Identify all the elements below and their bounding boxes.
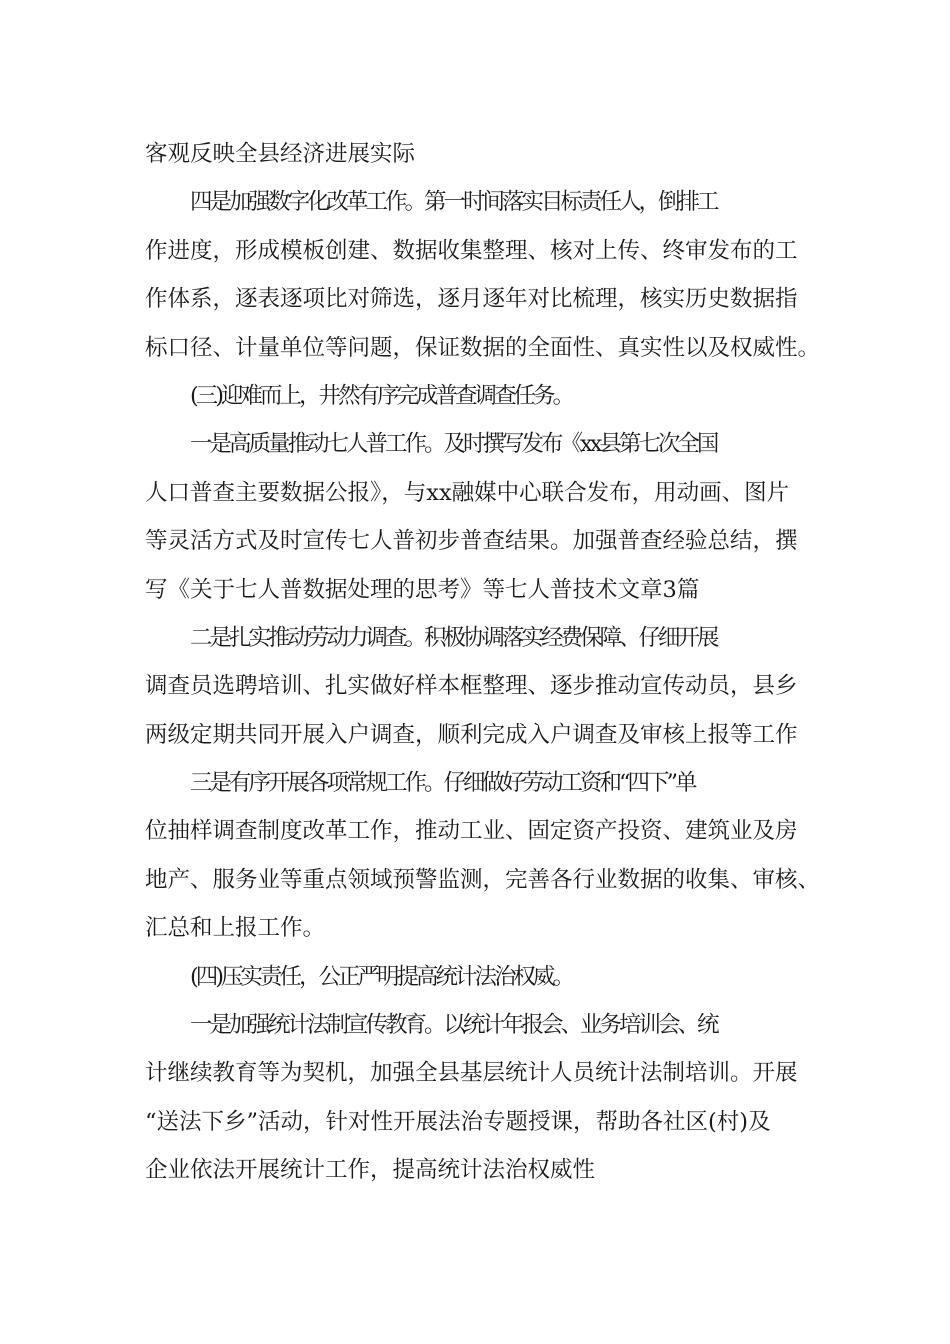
text-line: 一是高质量推动七人普工作。及时撰写发布《xx县第七次全国 [190, 431, 717, 458]
text-line: 三是有序开展各项常规工作。仔细做好劳动工资和“四下”单 [190, 770, 695, 797]
text-line: 汇总和上报工作。 [145, 915, 326, 942]
section-heading: (四)压实责任，公正严明提高统计法治权威。 [190, 963, 573, 990]
section-heading: (三)迎难而上，井然有序完成普查调查任务。 [190, 382, 573, 409]
text-line: 一是加强统计法制宣传教育。以统计年报会、业务培训会、统 [190, 1012, 717, 1039]
text-line: 标口径、计量单位等问题，保证数据的全面性、真实性以及权威性。 [145, 334, 821, 361]
text-line: 调查员选聘培训、扎实做好样本框整理、逐步推动宣传动员，县乡 [145, 673, 798, 700]
text-line: 两级定期共同开展入户调查，顺利完成入户调查及审核上报等工作 [145, 721, 798, 748]
text-line: 位抽样调查制度改革工作，推动工业、固定资产投资、建筑业及房 [145, 818, 798, 845]
text-line: 作进度，形成模板创建、数据收集整理、核对上传、终审发布的工 [145, 237, 798, 264]
text-line: “送法下乡”活动，针对性开展法治专题授课，帮助各社区(村)及 [145, 1108, 771, 1135]
text-line: 地产、服务业等重点领域预警监测，完善各行业数据的收集、审核、 [145, 866, 821, 893]
text-line: 二是扎实推动劳动力调查。积极协调落实经费保障、仔细开展 [190, 624, 717, 651]
text-line: 企业依法开展统计工作，提高统计法治权威性 [145, 1157, 596, 1184]
text-line: 作体系，逐表逐项比对筛选，逐月逐年对比梳理，核实历史数据指 [145, 286, 798, 313]
text-line: 计继续教育等为契机，加强全县基层统计人员统计法制培训。开展 [145, 1060, 798, 1087]
text-line: 客观反映全县经济进展实际 [145, 141, 416, 167]
text-line: 四是加强数字化改革工作。第一时间落实目标责任人，倒排工 [190, 189, 717, 216]
document-body [145, 130, 825, 1195]
text-line: 人口普查主要数据公报》，与xx融媒中心联合发布，用动画、图片 [145, 479, 790, 506]
text-line: 写《关于七人普数据处理的思考》等七人普技术文章3篇 [145, 576, 700, 603]
text-line: 等灵活方式及时宣传七人普初步普查结果。加强普查经验总结，撰 [145, 528, 798, 555]
